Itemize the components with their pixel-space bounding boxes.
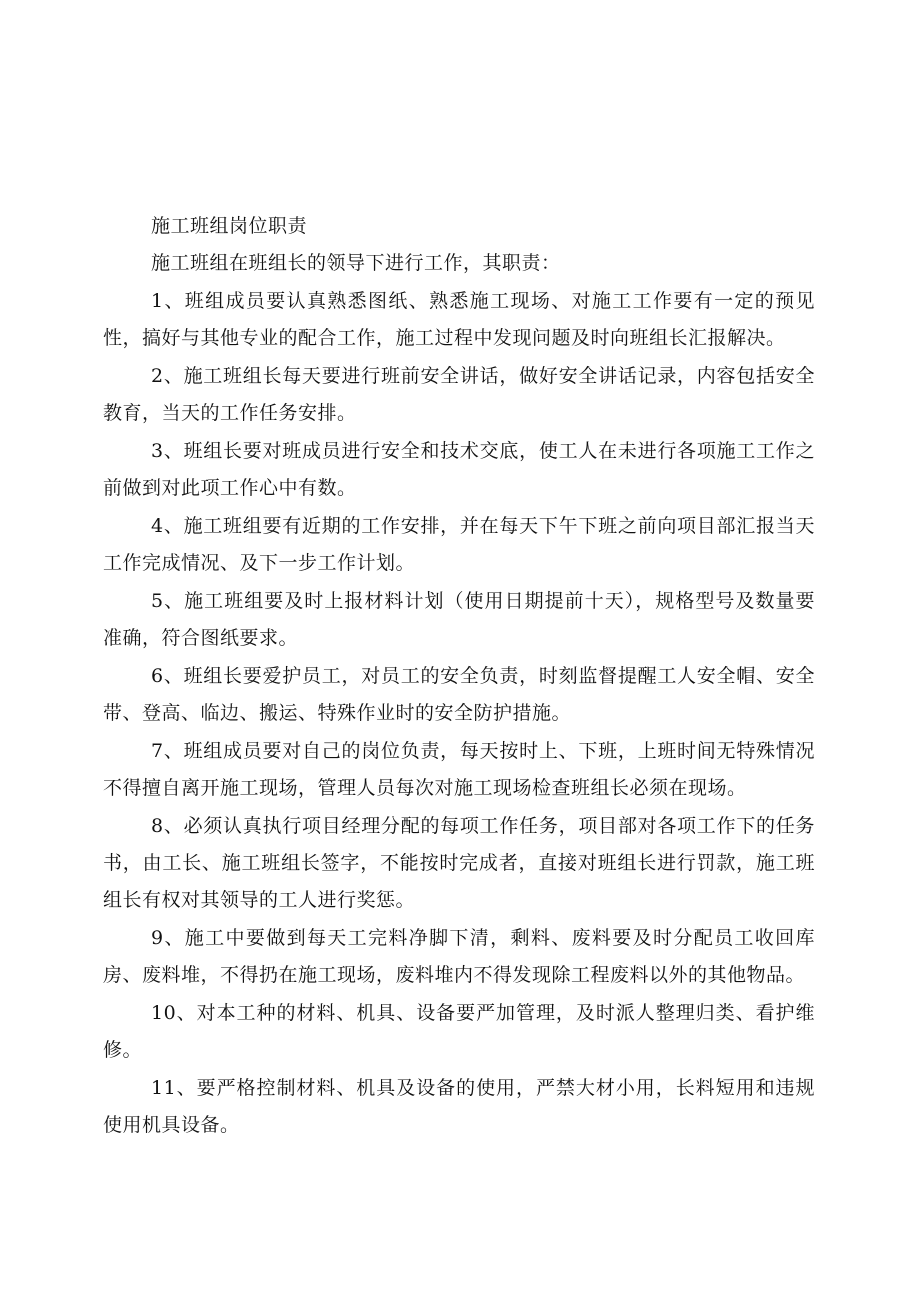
duty-item-4: 4、施工班组要有近期的工作安排，并在每天下午下班之前向项目部汇报当天工作完成情况、及下一步工作计划。 (103, 515, 815, 574)
document-title: 施工班组岗位职责 (151, 215, 308, 237)
intro-paragraph: 施工班组在班组长的领导下进行工作，其职责： (151, 252, 561, 274)
duty-item-3: 3、班组长要对班成员进行安全和技术交底，使工人在未进行各项施工工作之前做到对此项工作心中有数。 (103, 440, 815, 499)
document-body (103, 208, 815, 1144)
duty-item-6: 6、班组长要爱护员工，对员工的安全负责，时刻监督提醒工人安全帽、安全带、登高、临边、搬运、特殊作业时的安全防护措施。 (103, 665, 815, 724)
duty-item-9: 9、施工中要做到每天工完料净脚下清，剩料、废料要及时分配员工收回库 房、废料堆，不得扔在施工现场，废料堆内不得发现除工程废料以外的其他物品。 (103, 927, 815, 986)
duty-item-1: 1、班组成员要认真熟悉图纸、熟悉施工现场、对施工工作要有一定的预见 性，搞好与其他专业的配合工作，施工过程中发现问题及时向班组长汇报解决。 (103, 290, 815, 349)
duty-item-5: 5、施工班组要及时上报材料计划（使用日期提前十天），规格型号及数量要准确，符合图纸要求。 (103, 590, 815, 649)
duty-item-10: 10、对本工种的材料、机具、设备要严加管理，及时派人整理归类、看护维修。 (103, 1002, 815, 1061)
duty-item-8: 8、必须认真执行项目经理分配的每项工作任务，项目部对各项工作下的任务书，由工长、施工班组长签字，不能按时完成者，直接对班组长进行罚款，施工班组长有权对其领导的工人进行奖惩。 (103, 815, 815, 911)
duty-item-11: 11、要严格控制材料、机具及设备的使用，严禁大材小用，长料短用和违规使用机具设备。 (103, 1077, 815, 1136)
duty-item-2: 2、施工班组长每天要进行班前安全讲话，做好安全讲话记录，内容包括安全教育，当天的工作任务安排。 (103, 365, 815, 424)
duty-item-7: 7、班组成员要对自己的岗位负责，每天按时上、下班，上班时间无特殊情况不得擅自离开施工现场，管理人员每次对施工现场检查班组长必须在现场。 (103, 740, 815, 799)
